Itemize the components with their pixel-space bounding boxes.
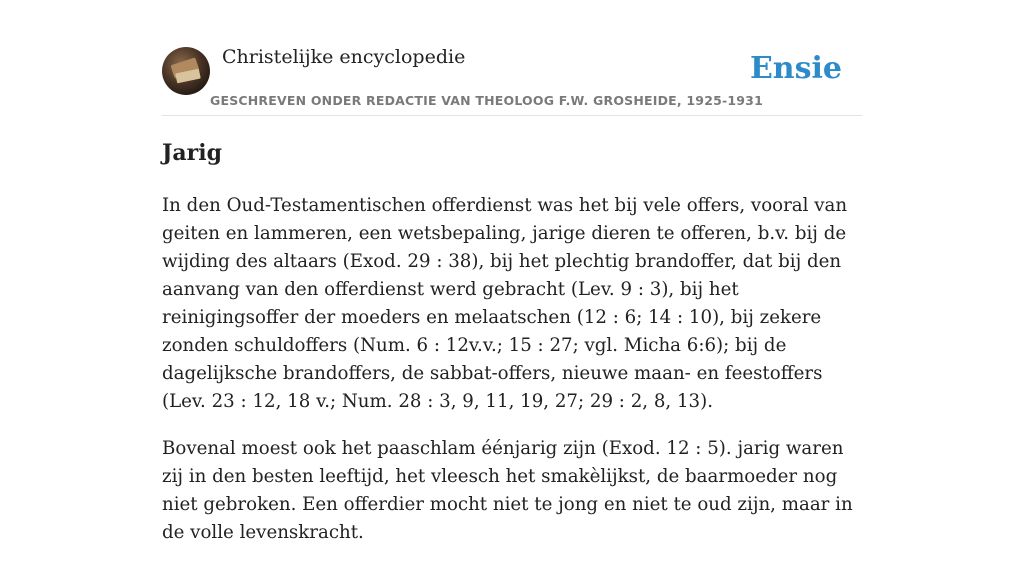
brand-logo[interactable]: Ensie — [749, 51, 842, 86]
site-subtitle: GESCHREVEN ONDER REDACTIE VAN THEOLOOG F.W. GROSHEIDE, 1925-1931 — [210, 93, 763, 108]
site-title[interactable]: Christelijke encyclopedie — [222, 46, 466, 68]
books-icon[interactable] — [162, 47, 210, 95]
article-paragraph: In den Oud-Testamentischen offerdienst was het bij vele offers, vooral van geiten en lammeren, een wetsbepaling, jarige dieren te offeren, b.v. bij de wijding des altaars (Exod. 29 : 38), bij het plechtig brandoffer, dat bij den aanvang van den offerdienst werd gebracht (Lev. 9 : 3), bij het reinigingsoffer der moeders en melaatschen (12 : 6; 14 : 10), bij zekere zonden schuldoffers (Num. 6 : 12v.v.; 15 : 27; vgl. Micha 6:6); bij de dagelijksche brandoffers, de sabbat-offers, nieuwe maan- en feestoffers (Lev. 23 : 12, 18 v.; Num. 28 : 3, 9, 11, 19, 27; 29 : 2, 8, 13). — [162, 195, 848, 412]
site-header — [162, 45, 862, 116]
article-paragraph: Bovenal moest ook het paaschlam éénjarig zijn (Exod. 12 : 5). jarig waren zij in den besten leeftijd, het vleesch het smakèlijkst, de baarmoeder nog niet gebroken. Een offerdier mocht niet te jong en niet te oud zijn, maar in de volle levenskracht. — [162, 438, 853, 543]
article-title: Jarig — [162, 140, 222, 166]
article-body — [162, 192, 862, 566]
